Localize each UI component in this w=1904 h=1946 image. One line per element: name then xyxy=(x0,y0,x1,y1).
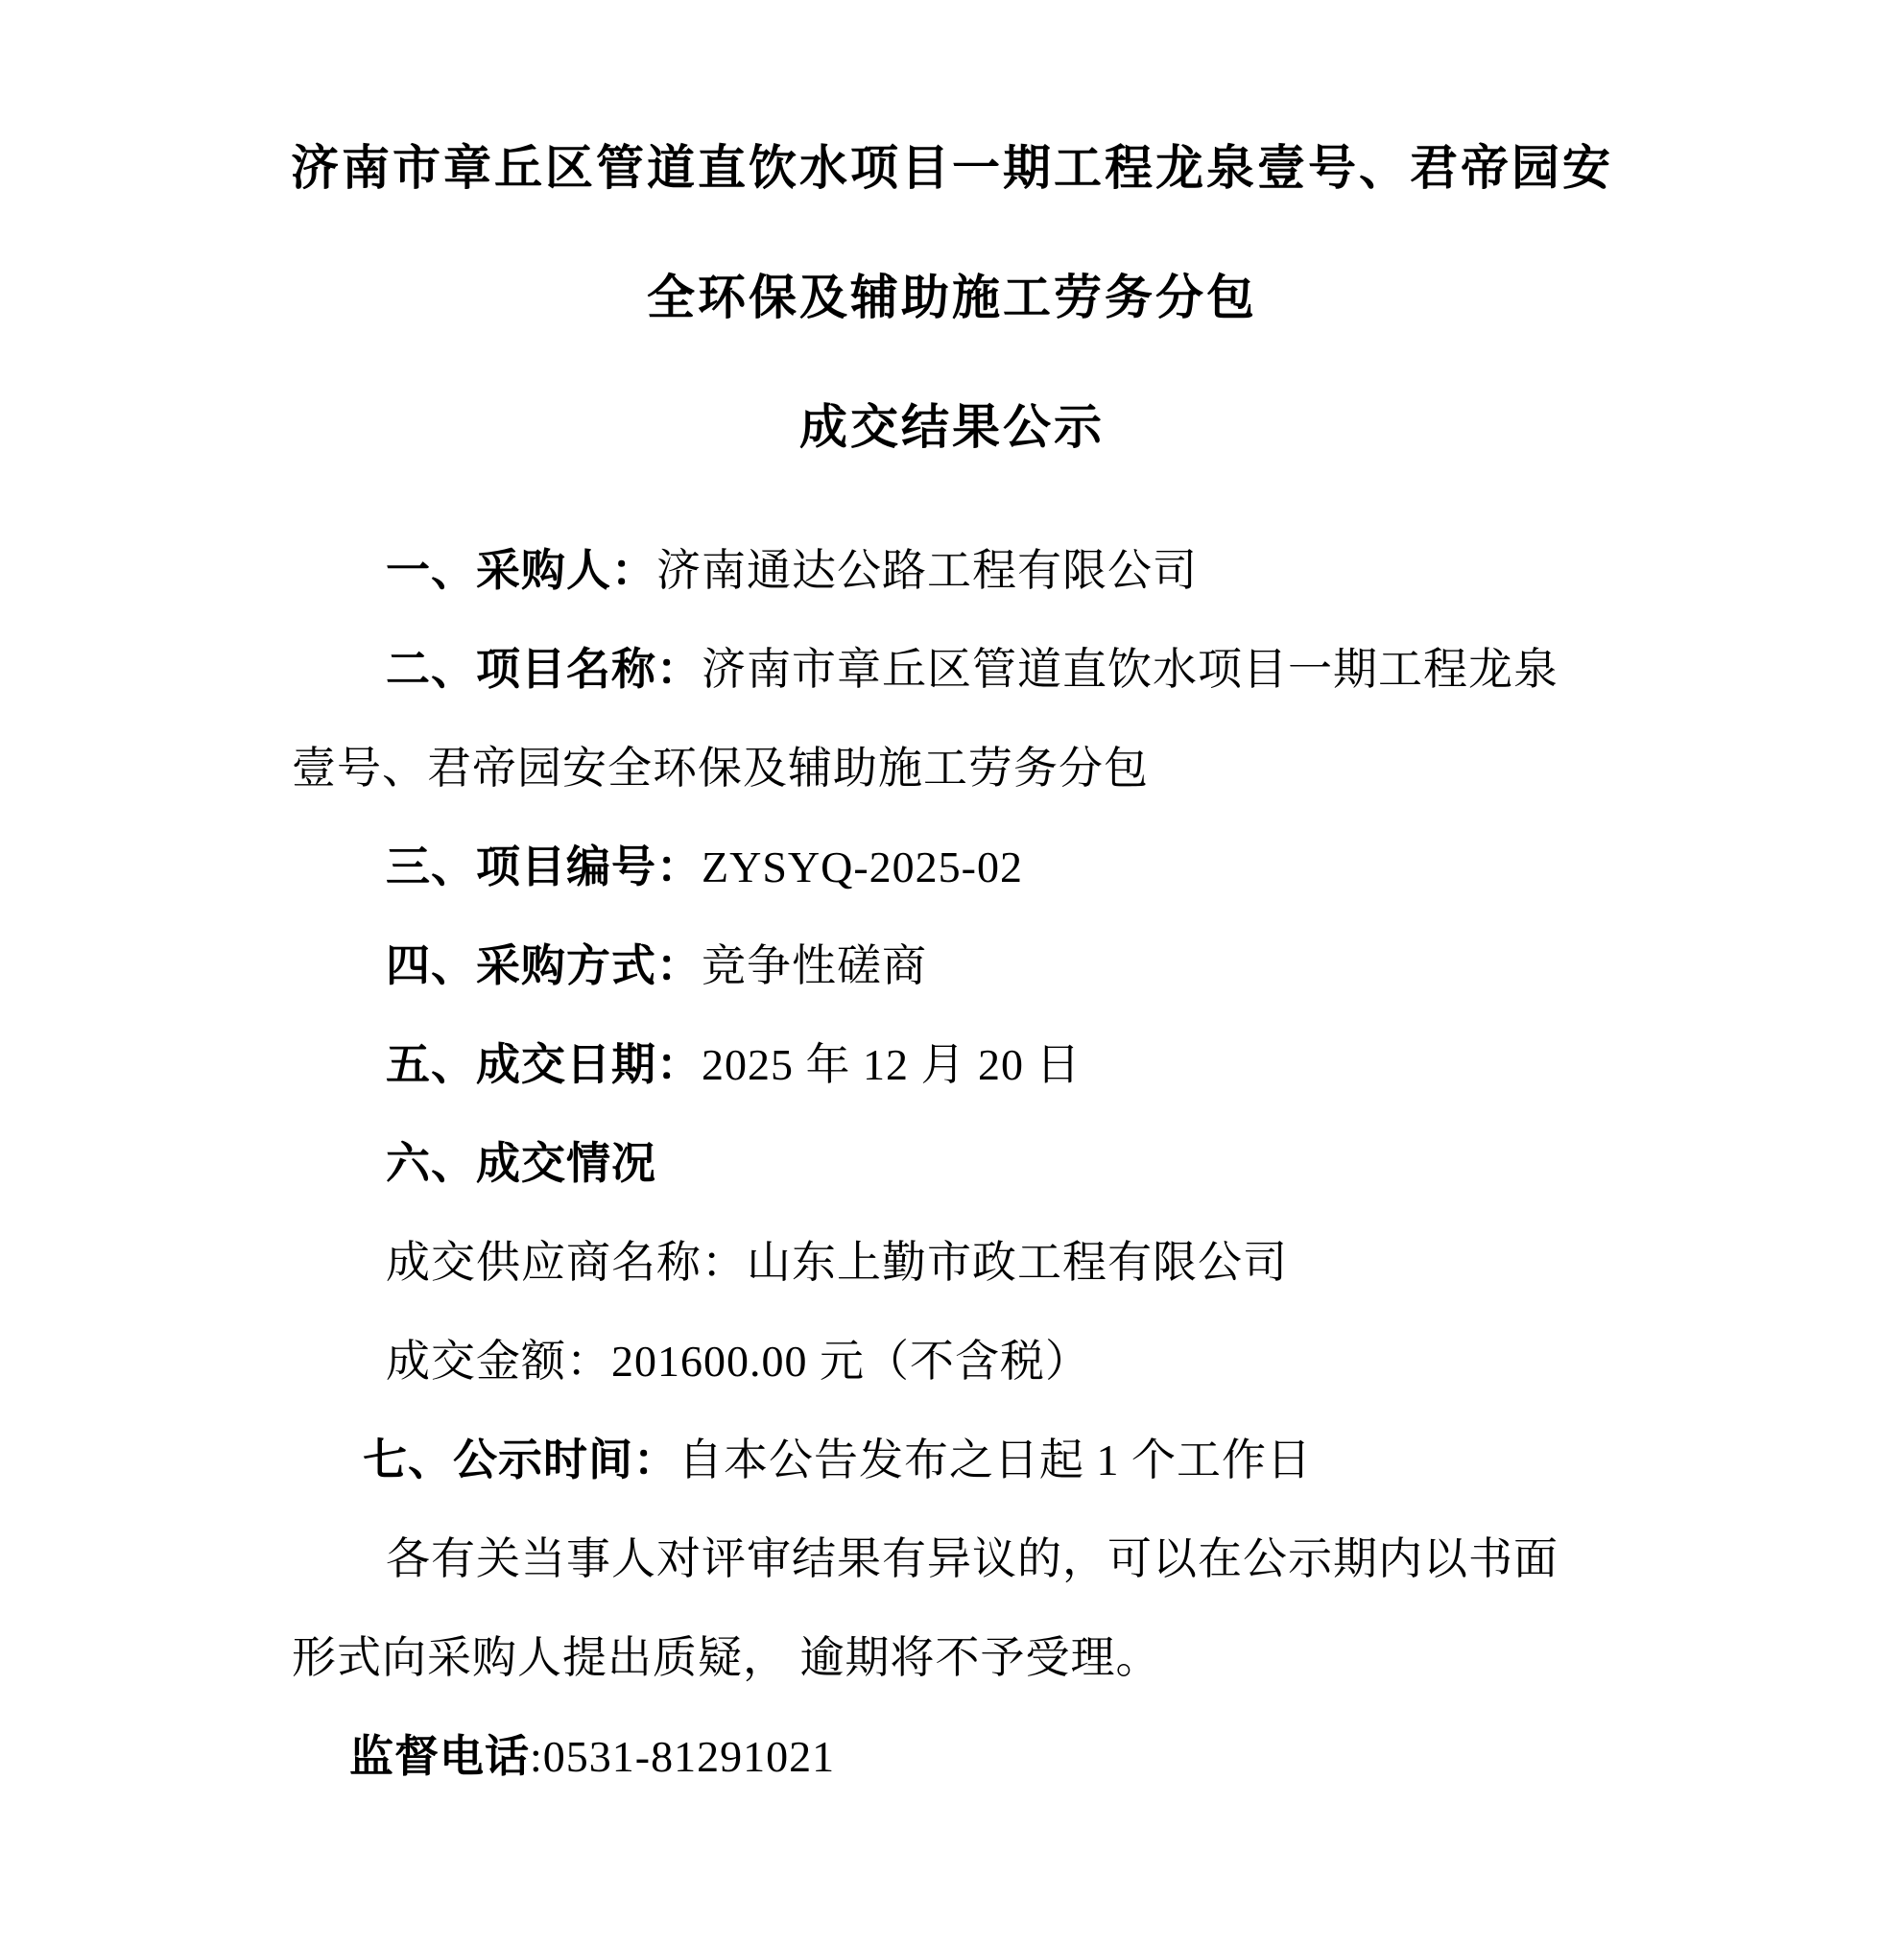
deal-status-heading-text: 六、成交情况 xyxy=(386,1139,656,1188)
objection-notice-line xyxy=(292,1509,1635,1608)
publicity-period-value: 自本公告发布之日起 1 个工作日 xyxy=(678,1436,1312,1484)
project-name-line xyxy=(292,620,1635,719)
supplier-name-line xyxy=(292,1213,1635,1312)
title-line-2: 全环保及辅助施工劳务分包 xyxy=(647,271,1257,324)
procurement-method-label: 四、采购方式： xyxy=(386,941,702,990)
project-number-line xyxy=(292,818,1635,916)
purchaser-label: 一、采购人： xyxy=(386,546,656,595)
document-title xyxy=(230,104,1674,492)
objection-notice-continuation xyxy=(292,1608,1635,1707)
project-name-value: 济南市章丘区管道直饮水项目一期工程龙泉 xyxy=(702,645,1559,694)
objection-notice-continuation-text: 形式向采购人提出质疑， 逾期将不予受理。 xyxy=(292,1633,1161,1682)
supplier-name-text: 成交供应商名称：山东上勤市政工程有限公司 xyxy=(386,1238,1288,1287)
title-line-1: 济南市章丘区管道直饮水项目一期工程龙泉壹号、君帝园安 xyxy=(291,141,1613,195)
project-name-label: 二、项目名称： xyxy=(386,645,702,694)
publicity-period-line xyxy=(292,1411,1635,1509)
project-name-continuation xyxy=(292,719,1635,818)
objection-notice-text: 各有关当事人对评审结果有异议的，可以在公示期内以书面 xyxy=(386,1534,1559,1583)
announcement-body xyxy=(292,521,1635,1806)
purchaser-line xyxy=(292,521,1635,620)
supervision-phone-label: 监督电话 xyxy=(349,1732,530,1781)
purchaser-value: 济南通达公路工程有限公司 xyxy=(656,546,1198,595)
supervision-phone-line xyxy=(292,1707,1635,1806)
deal-amount-text: 成交金额：201600.00 元（不含税） xyxy=(386,1337,1090,1386)
project-number-label: 三、项目编号： xyxy=(386,842,702,891)
publicity-period-label: 七、公示时间： xyxy=(363,1436,678,1484)
title-line-3: 成交结果公示 xyxy=(799,400,1105,454)
deal-date-label: 五、成交日期： xyxy=(386,1040,702,1089)
project-name-continuation-text: 壹号、君帝园安全环保及辅助施工劳务分包 xyxy=(292,744,1149,793)
supervision-phone-value: :0531-81291021 xyxy=(530,1732,836,1781)
procurement-method-value: 竞争性磋商 xyxy=(702,941,927,990)
deal-date-value: 2025 年 12 月 20 日 xyxy=(702,1040,1082,1089)
deal-date-line xyxy=(292,1015,1635,1114)
deal-amount-line xyxy=(292,1312,1635,1411)
deal-status-heading xyxy=(292,1114,1635,1213)
procurement-method-line xyxy=(292,916,1635,1015)
project-number-value: ZYSYQ-2025-02 xyxy=(702,842,1023,891)
